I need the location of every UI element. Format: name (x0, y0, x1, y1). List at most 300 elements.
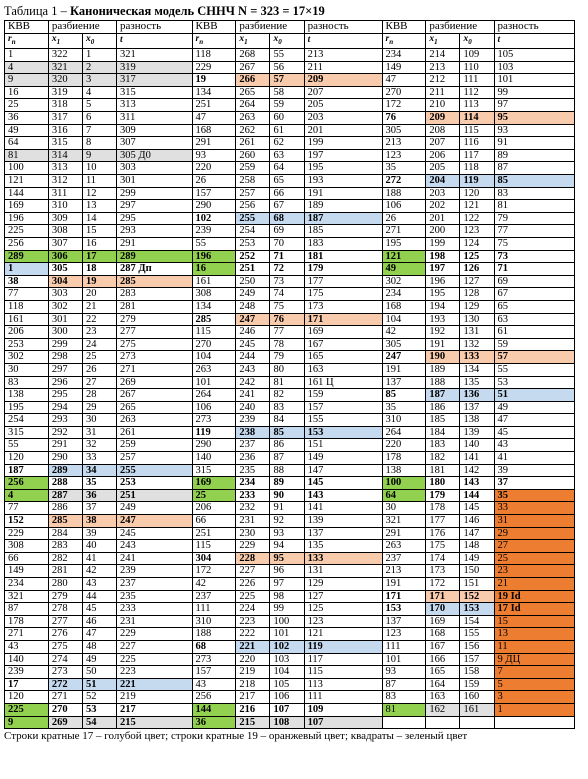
table-cell: 198 (426, 250, 460, 263)
table-cell: 187 (5, 464, 49, 477)
table-cell: 181 (426, 464, 460, 477)
table-cell: 169 (5, 200, 49, 213)
table-cell: 295 (48, 389, 82, 402)
table-cell: 39 (82, 527, 116, 540)
table-cell: 159 (304, 389, 382, 402)
table-cell: 253 (236, 237, 270, 250)
table-cell: 16 (5, 86, 49, 99)
table-cell: 107 (304, 716, 382, 729)
table-cell: 294 (48, 401, 82, 414)
table-row (5, 175, 575, 188)
table-cell: 9 ДЦ (494, 653, 574, 666)
table-cell: 85 (494, 175, 574, 188)
table-cell: 181 (304, 250, 382, 263)
table-row (5, 61, 575, 74)
table-cell: 317 (117, 74, 193, 87)
table-row (5, 703, 575, 716)
table-cell: 31 (494, 515, 574, 528)
table-cell: 130 (460, 313, 494, 326)
table-cell: 106 (270, 691, 304, 704)
table-row (5, 578, 575, 591)
table-cell: 278 (48, 603, 82, 616)
table-cell: 127 (304, 590, 382, 603)
table-cell: 66 (192, 515, 236, 528)
table-cell: 111 (382, 640, 426, 653)
table-row (5, 338, 575, 351)
table-cell: 319 (117, 61, 193, 74)
table-cell: 248 (236, 300, 270, 313)
table-cell: 21 (494, 578, 574, 591)
header-cell: КВВ (5, 21, 49, 34)
table-cell: 159 (460, 678, 494, 691)
table-cell: 213 (304, 49, 382, 62)
table-cell: 210 (426, 99, 460, 112)
table-cell: 241 (117, 552, 193, 565)
table-cell: 256 (5, 477, 49, 490)
table-cell: 118 (5, 300, 49, 313)
table-cell: 28 (82, 389, 116, 402)
table-cell: 309 (48, 212, 82, 225)
table-cell: 239 (117, 565, 193, 578)
table-cell: 124 (460, 237, 494, 250)
table-cell: 9 (82, 149, 116, 162)
table-cell: 239 (5, 666, 49, 679)
table-cell: 83 (5, 376, 49, 389)
table-cell: 263 (382, 540, 426, 553)
table-cell: 189 (304, 200, 382, 213)
table-cell: 270 (382, 86, 426, 99)
table-cell: 287 Дп (117, 263, 193, 276)
table-cell: 101 (382, 653, 426, 666)
table-cell: 234 (382, 49, 426, 62)
table-cell: 229 (117, 628, 193, 641)
table-cell: 260 (236, 149, 270, 162)
table-cell: 30 (5, 363, 49, 376)
table-cell: 43 (82, 578, 116, 591)
table-cell: 199 (426, 237, 460, 250)
table-cell: 195 (426, 288, 460, 301)
table-cell: 45 (82, 603, 116, 616)
table-cell: 122 (460, 212, 494, 225)
table-cell: 191 (382, 578, 426, 591)
table-row (5, 137, 575, 150)
table-cell: 247 (382, 351, 426, 364)
table-cell: 212 (426, 74, 460, 87)
table-cell: 304 (48, 275, 82, 288)
table-cell: 138 (5, 389, 49, 402)
table-row (5, 527, 575, 540)
table-cell: 136 (460, 389, 494, 402)
table-row (5, 212, 575, 225)
canonical-model-table (4, 20, 575, 729)
table-cell: 253 (5, 338, 49, 351)
table-row (5, 74, 575, 87)
table-cell: 217 (117, 703, 193, 716)
table-cell: 83 (382, 691, 426, 704)
table-cell: 175 (426, 540, 460, 553)
table-cell: 95 (494, 112, 574, 125)
table-cell: 209 (426, 112, 460, 125)
subheader-cell: $x_0$ (82, 33, 116, 48)
table-cell: 81 (270, 376, 304, 389)
table-cell: 163 (304, 363, 382, 376)
table-row (5, 112, 575, 125)
table-cell: 106 (192, 401, 236, 414)
table-cell: 38 (5, 275, 49, 288)
table-cell: 229 (5, 527, 49, 540)
table-cell: 253 (117, 477, 193, 490)
table-cell: 197 (426, 263, 460, 276)
table-cell: 56 (270, 61, 304, 74)
table-cell: 239 (192, 225, 236, 238)
table-cell: 53 (82, 703, 116, 716)
table-cell: 52 (82, 691, 116, 704)
table-cell: 23 (82, 326, 116, 339)
table-cell: 252 (236, 250, 270, 263)
table-row (5, 200, 575, 213)
table-cell: 152 (5, 515, 49, 528)
table-cell: 121 (382, 250, 426, 263)
table-cell: 203 (426, 187, 460, 200)
table-cell: 318 (48, 99, 82, 112)
table-cell: 17 Id (494, 603, 574, 616)
table-cell: 219 (117, 691, 193, 704)
table-cell: 286 (48, 502, 82, 515)
table-cell: 157 (192, 666, 236, 679)
table-cell: 273 (192, 653, 236, 666)
table-cell: 64 (270, 162, 304, 175)
table-cell: 14 (82, 212, 116, 225)
table-cell: 99 (494, 86, 574, 99)
table-cell: 265 (117, 401, 193, 414)
table-cell: 201 (426, 212, 460, 225)
table-cell: 291 (48, 439, 82, 452)
table-cell: 205 (304, 99, 382, 112)
table-cell: 111 (192, 603, 236, 616)
table-cell: 310 (192, 615, 236, 628)
table-cell: 10 (82, 162, 116, 175)
table-cell: 272 (382, 175, 426, 188)
table-cell: 256 (236, 200, 270, 213)
table-cell: 225 (5, 703, 49, 716)
table-cell: 178 (382, 452, 426, 465)
table-cell: 202 (426, 200, 460, 213)
table-cell: 173 (426, 565, 460, 578)
table-cell: 29 (494, 527, 574, 540)
table-cell: 230 (236, 527, 270, 540)
table-cell: 111 (304, 691, 382, 704)
table-cell: 33 (494, 502, 574, 515)
table-cell: 273 (117, 351, 193, 364)
table-cell: 277 (48, 615, 82, 628)
table-cell: 273 (48, 666, 82, 679)
table-cell: 258 (236, 175, 270, 188)
table-cell: 177 (426, 515, 460, 528)
table-cell: 144 (460, 489, 494, 502)
table-cell: 91 (270, 502, 304, 515)
table-cell: 11 (494, 640, 574, 653)
table-cell: 245 (236, 338, 270, 351)
table-cell: 112 (460, 86, 494, 99)
table-cell: 206 (5, 326, 49, 339)
table-cell: 73 (494, 250, 574, 263)
table-cell: 83 (494, 187, 574, 200)
table-cell: 187 (426, 389, 460, 402)
table-cell: 298 (48, 351, 82, 364)
table-row (5, 489, 575, 502)
table-cell: 2 (82, 61, 116, 74)
table-cell: 235 (117, 590, 193, 603)
table-cell: 4 (5, 489, 49, 502)
table-cell: 193 (426, 313, 460, 326)
table-cell: 255 (117, 464, 193, 477)
table-cell: 79 (270, 351, 304, 364)
table-cell: 157 (192, 187, 236, 200)
table-cell: 47 (82, 628, 116, 641)
table-row (5, 250, 575, 263)
table-cell: 282 (48, 552, 82, 565)
table-cell: 48 (82, 640, 116, 653)
table-cell: 265 (236, 86, 270, 99)
table-cell: 183 (304, 237, 382, 250)
table-row (5, 565, 575, 578)
table-cell: 137 (460, 401, 494, 414)
table-cell: 125 (304, 603, 382, 616)
table-cell: 290 (192, 439, 236, 452)
table-cell: 134 (192, 300, 236, 313)
table-cell: 261 (117, 426, 193, 439)
table-cell: 178 (426, 502, 460, 515)
table-cell: 156 (460, 640, 494, 653)
table-cell: 185 (426, 414, 460, 427)
table-cell: 313 (117, 99, 193, 112)
table-cell: 254 (236, 225, 270, 238)
table-cell: 140 (192, 452, 236, 465)
table-cell: 49 (382, 263, 426, 276)
table-cell: 234 (236, 477, 270, 490)
table-cell: 267 (236, 61, 270, 74)
table-cell: 113 (460, 99, 494, 112)
table-cell: 229 (192, 61, 236, 74)
table-cell: 220 (236, 653, 270, 666)
table-cell: 301 (117, 175, 193, 188)
table-cell: 263 (236, 112, 270, 125)
table-cell: 106 (382, 200, 426, 213)
table-cell: 77 (5, 288, 49, 301)
table-cell: 213 (382, 565, 426, 578)
table-cell: 157 (304, 401, 382, 414)
table-cell: 134 (460, 363, 494, 376)
table-cell: 186 (426, 401, 460, 414)
table-row (5, 452, 575, 465)
header-cell: КВВ (382, 21, 426, 34)
table-row (5, 540, 575, 553)
table-cell: 25 (192, 489, 236, 502)
table-cell: 199 (304, 137, 382, 150)
table-cell: 83 (270, 401, 304, 414)
table-cell: 109 (460, 49, 494, 62)
table-cell: 97 (270, 578, 304, 591)
table-cell: 234 (382, 288, 426, 301)
table-cell: 144 (5, 187, 49, 200)
table-cell: 7 (494, 666, 574, 679)
table-cell: 45 (494, 426, 574, 439)
table-cell: 1 (5, 263, 49, 276)
table-cell: 269 (48, 716, 82, 729)
document (4, 3, 575, 743)
table-cell: 232 (236, 502, 270, 515)
table-cell: 270 (48, 703, 82, 716)
table-cell: 207 (304, 86, 382, 99)
table-cell: 256 (192, 691, 236, 704)
subheader-cell: $x_1$ (48, 33, 82, 48)
table-cell: 17 (5, 678, 49, 691)
table-cell: 172 (382, 99, 426, 112)
table-cell: 226 (236, 578, 270, 591)
table-cell: 49 (82, 653, 116, 666)
table-cell: 203 (304, 112, 382, 125)
table-cell: 220 (382, 439, 426, 452)
table-cell: 30 (382, 502, 426, 515)
table-cell: 135 (304, 540, 382, 553)
table-cell: 85 (270, 426, 304, 439)
table-cell: 311 (48, 187, 82, 200)
header-row (5, 21, 575, 34)
table-cell: 297 (117, 200, 193, 213)
table-cell: 322 (48, 49, 82, 62)
table-cell: 292 (48, 426, 82, 439)
table-cell: 73 (270, 275, 304, 288)
table-cell: 169 (192, 477, 236, 490)
table-cell: 55 (5, 439, 49, 452)
table-cell: 43 (5, 640, 49, 653)
table-cell: 113 (304, 678, 382, 691)
table-cell: 49 (494, 401, 574, 414)
table-cell: 173 (304, 300, 382, 313)
table-cell: 271 (5, 628, 49, 641)
table-cell: 188 (382, 187, 426, 200)
table-cell: 51 (82, 678, 116, 691)
table-cell: 291 (382, 527, 426, 540)
table-cell: 26 (382, 212, 426, 225)
table-cell: 95 (270, 552, 304, 565)
table-cell: 315 (192, 464, 236, 477)
table-cell: 13 (82, 200, 116, 213)
table-cell: 321 (48, 61, 82, 74)
table-cell: 131 (460, 326, 494, 339)
table-cell: 290 (192, 200, 236, 213)
table-cell (494, 716, 574, 729)
caption-title: Каноническая модель СННЧ N = 323 = 17×19 (69, 4, 325, 18)
table-cell: 97 (494, 99, 574, 112)
table-cell: 227 (117, 640, 193, 653)
table-cell: 237 (382, 552, 426, 565)
table-cell: 170 (426, 603, 460, 616)
table-cell: 224 (236, 603, 270, 616)
table-cell: 180 (426, 477, 460, 490)
table-cell: 123 (304, 615, 382, 628)
table-cell: 279 (48, 590, 82, 603)
table-cell: 94 (270, 540, 304, 553)
table-cell: 247 (117, 515, 193, 528)
subheader-cell: t (117, 33, 193, 48)
table-row (5, 502, 575, 515)
table-cell: 25 (494, 552, 574, 565)
table-cell: 93 (270, 527, 304, 540)
table-cell: 161 (460, 703, 494, 716)
table-cell: 82 (270, 389, 304, 402)
table-cell: 285 (48, 515, 82, 528)
table-cell: 321 (382, 515, 426, 528)
table-cell: 99 (270, 603, 304, 616)
table-cell: 87 (270, 452, 304, 465)
table-cell: 141 (304, 502, 382, 515)
table-cell: 69 (270, 225, 304, 238)
table-cell: 50 (82, 666, 116, 679)
table-cell: 4 (82, 86, 116, 99)
table-cell: 47 (192, 112, 236, 125)
table-cell: 121 (5, 175, 49, 188)
table-cell: 281 (48, 565, 82, 578)
table-cell: 206 (426, 149, 460, 162)
table-cell: 204 (426, 175, 460, 188)
table-cell: 53 (494, 376, 574, 389)
table-cell: 64 (382, 489, 426, 502)
table-cell: 220 (192, 162, 236, 175)
table-cell: 44 (82, 590, 116, 603)
subheader-cell: t (304, 33, 382, 48)
table-cell: 207 (426, 137, 460, 150)
table-cell: 39 (494, 464, 574, 477)
table-cell: 231 (236, 515, 270, 528)
table-cell: 62 (270, 137, 304, 150)
subheader-cell: $x_1$ (236, 33, 270, 48)
table-cell: 261 (236, 137, 270, 150)
table-cell: 208 (426, 124, 460, 137)
table-cell: 123 (460, 225, 494, 238)
table-cell: 257 (236, 187, 270, 200)
table-cell: 154 (460, 615, 494, 628)
table-cell: 271 (48, 691, 82, 704)
table-cell: 89 (270, 477, 304, 490)
table-cell: 108 (270, 716, 304, 729)
table-cell: 205 (426, 162, 460, 175)
table-cell: 3 (82, 74, 116, 87)
table-row (5, 666, 575, 679)
table-cell: 80 (270, 363, 304, 376)
table-cell: 91 (494, 137, 574, 150)
table-row (5, 149, 575, 162)
table-cell: 223 (236, 615, 270, 628)
table-cell: 41 (494, 452, 574, 465)
table-cell: 315 (117, 86, 193, 99)
table-cell: 135 (460, 376, 494, 389)
table-cell: 144 (192, 703, 236, 716)
table-cell: 281 (117, 300, 193, 313)
table-cell: 238 (236, 426, 270, 439)
table-cell: 102 (270, 640, 304, 653)
table-cell: 70 (270, 237, 304, 250)
table-cell: 119 (304, 640, 382, 653)
table-cell: 65 (494, 300, 574, 313)
table-cell: 222 (236, 628, 270, 641)
table-cell: 183 (426, 439, 460, 452)
table-cell: 149 (382, 61, 426, 74)
table-cell: 293 (48, 414, 82, 427)
table-cell: 37 (494, 477, 574, 490)
table-cell: 40 (82, 540, 116, 553)
table-cell: 264 (236, 99, 270, 112)
